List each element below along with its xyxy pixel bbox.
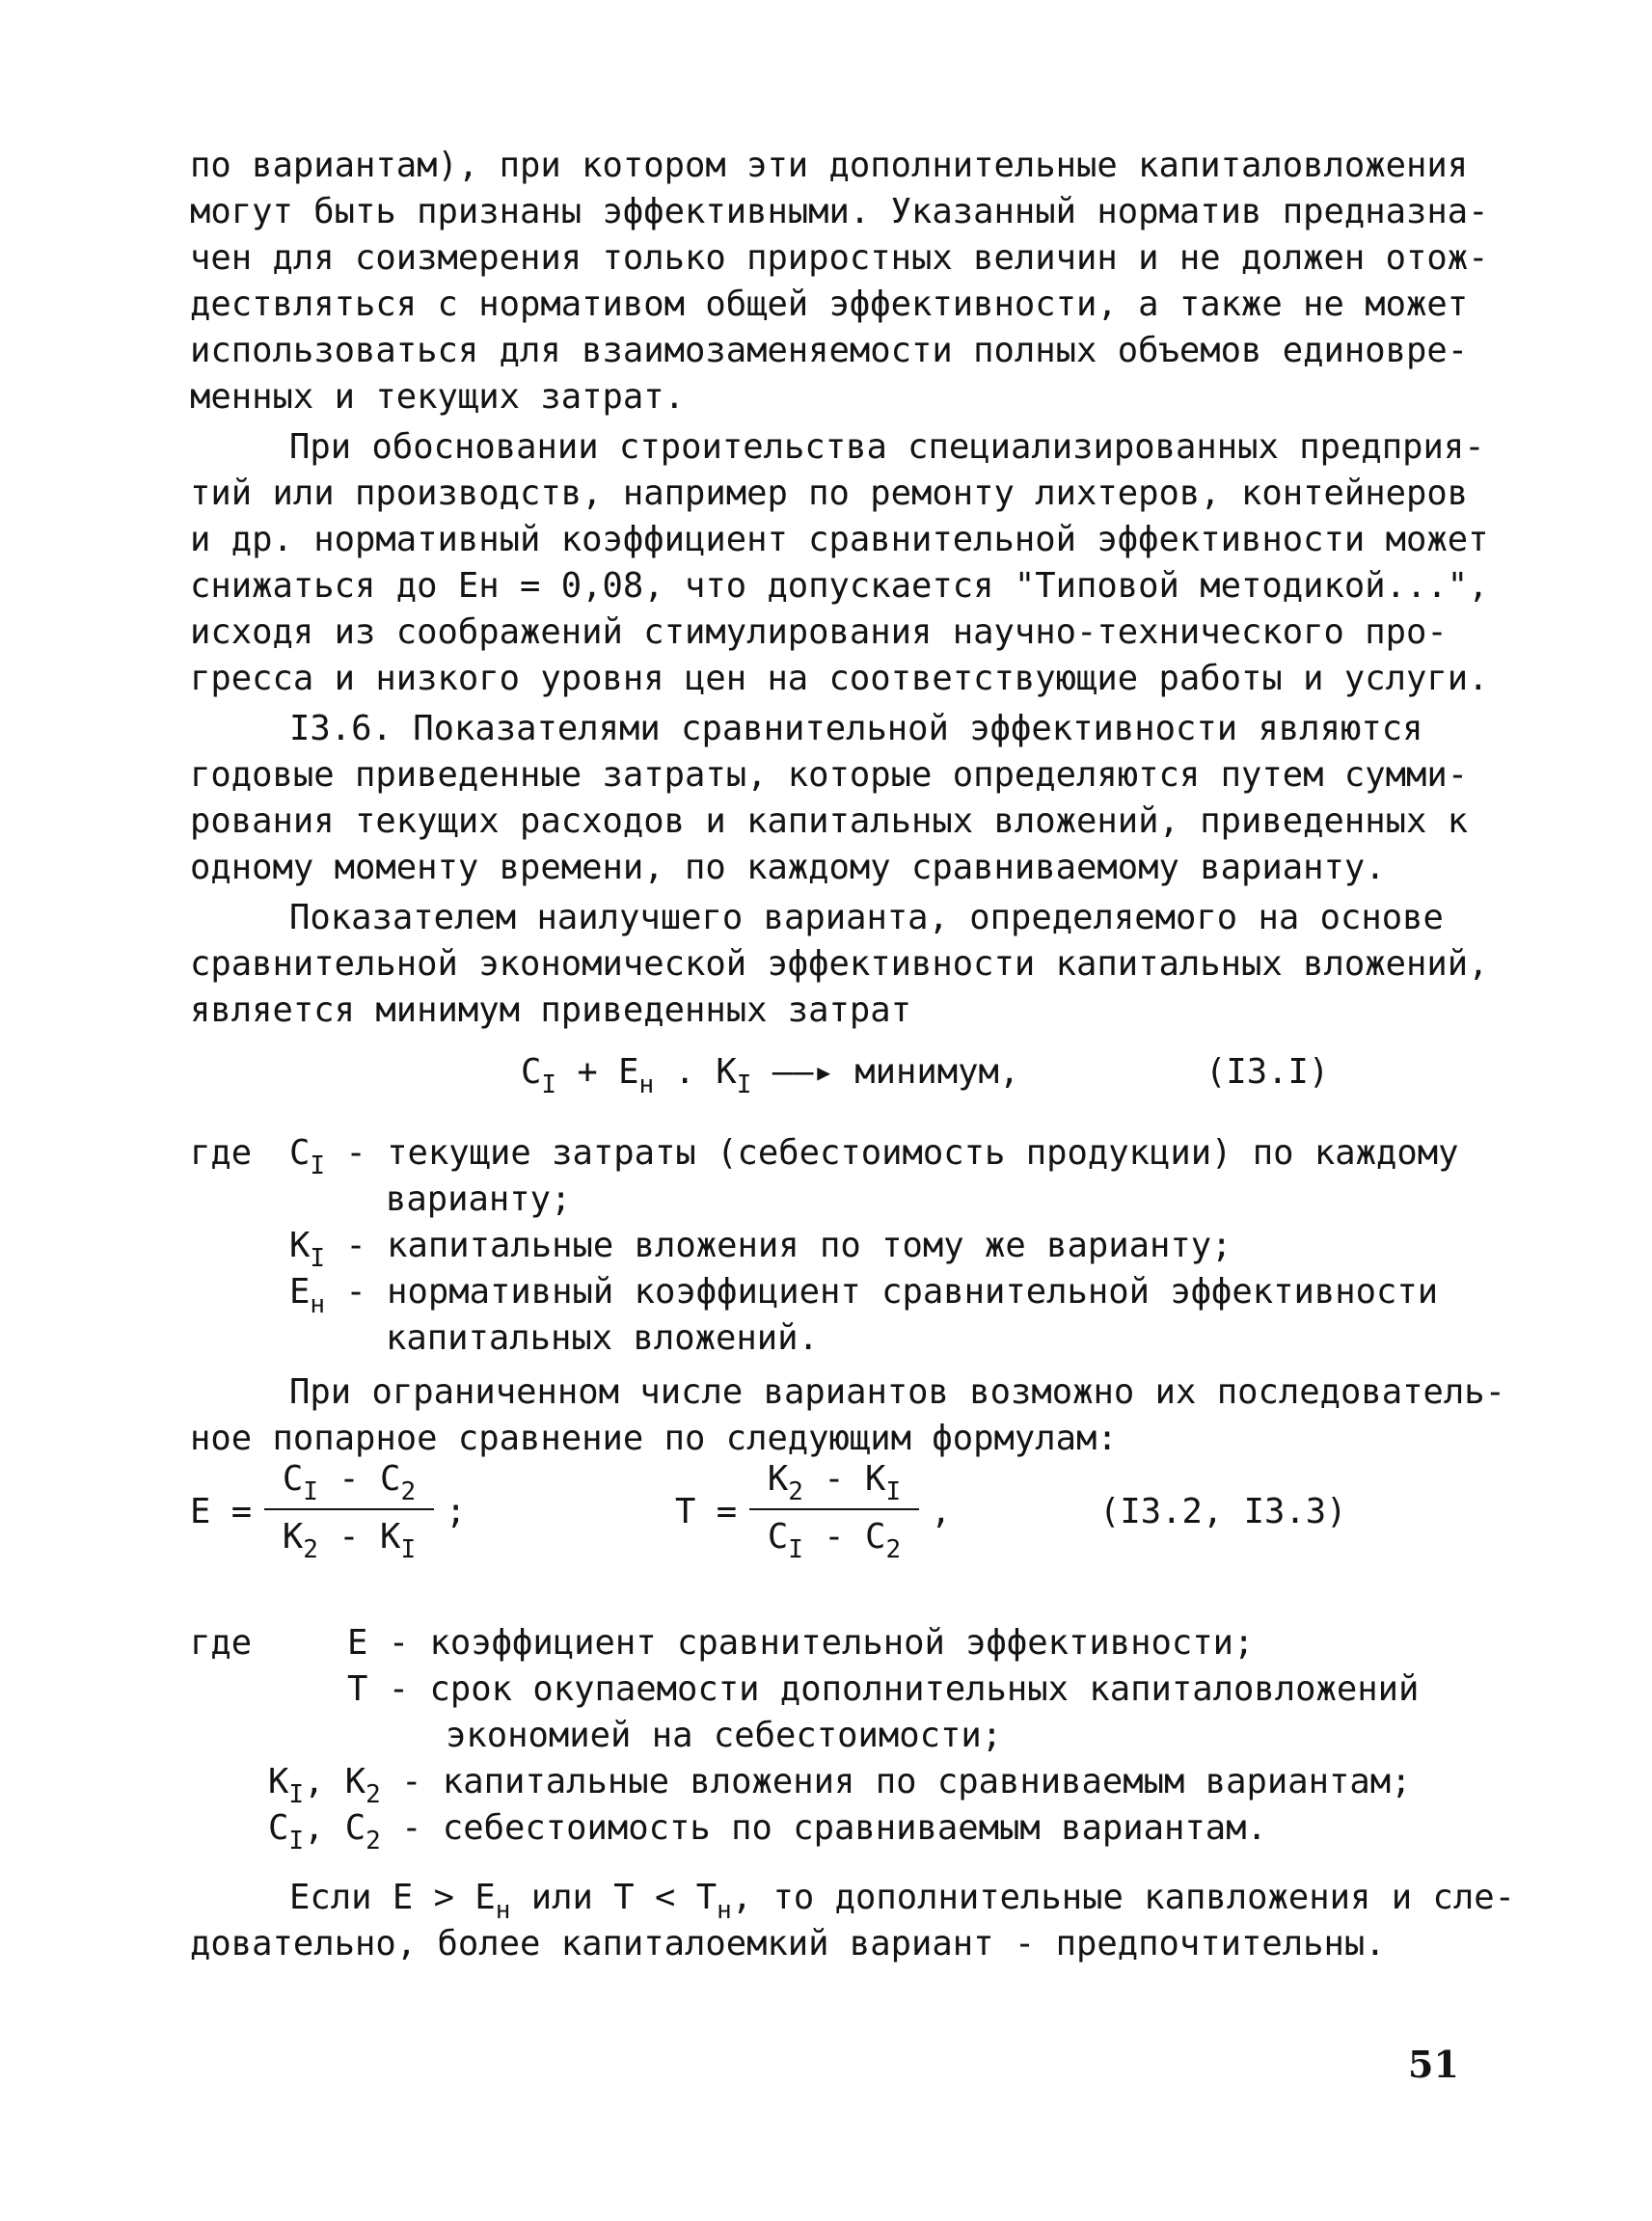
definition2-e: E - коэффициент сравнительной эффективности;	[347, 1623, 1255, 1663]
definition2-t: T - срок окупаемости дополнительных капиталовложений	[347, 1669, 1420, 1709]
paragraph-1-line-1: по вариантам), при котором эти дополнительные капиталовложения	[190, 146, 1469, 185]
paragraph-1-line-4: дествляться с нормативом общей эффективности, а также не может	[190, 284, 1469, 324]
equation-e-denominator: $K_2 - K_I$	[282, 1517, 417, 1564]
paragraph-3-line-3: рования текущих расходов и капитальных вложений, приведенных к	[190, 801, 1469, 841]
paragraph-4-line-3: является минимум приведенных затрат	[190, 990, 912, 1030]
equation-e-numerator: $C_I - C_2$	[282, 1459, 417, 1506]
equation-t-numerator: $K_2 - K_I$	[767, 1459, 902, 1506]
definition-current-costs-cont: варианту;	[386, 1179, 572, 1219]
paragraph-4-line-1: Показателем наилучшего варианта, определяемого на основе	[289, 898, 1444, 937]
paragraph-5-line-1: При ограниченном числе вариантов возможно их последователь-	[289, 1372, 1505, 1412]
paragraph-4-line-2: сравнительной экономической эффективности капитальных вложений,	[190, 944, 1489, 984]
equation-separator: ;	[446, 1492, 467, 1531]
equation-e-lhs: E =	[190, 1492, 253, 1531]
paragraph-1-line-3: чен для соизмерения только приростных величин и не должен отож-	[190, 238, 1489, 278]
definition-where: где	[190, 1133, 253, 1173]
definition-normative-coefficient: $E_н$ - нормативный коэффициент сравнительной эффективности	[289, 1272, 1439, 1319]
equation-13-2-label: (I3.2, I3.3)	[1099, 1492, 1347, 1531]
paragraph-3-line-2: годовые приведенные затраты, которые определяются путем сумми-	[190, 755, 1469, 795]
equation-comma: ,	[931, 1492, 952, 1531]
equation-t-denominator: $C_I - C_2$	[767, 1517, 902, 1564]
paragraph-1-line-5: использоваться для взаимозаменяемости полных объемов единовре-	[190, 331, 1469, 370]
definition-normative-coefficient-cont: капитальных вложений.	[386, 1318, 819, 1358]
paragraph-1-line-6: менных и текущих затрат.	[190, 377, 685, 417]
paragraph-2-line-6: гресса и низкого уровня цен на соответствующие работы и услуги.	[190, 659, 1489, 698]
definition2-t-cont: экономией на себестоимости;	[446, 1716, 1003, 1755]
page-number: 51	[1408, 2043, 1459, 2086]
definition2-k: $K_I$, $K_2$ - капитальные вложения по сравниваемым вариантам;	[268, 1762, 1412, 1809]
definition-capital-investment: $K_I$ - капитальные вложения по тому же варианту;	[289, 1226, 1232, 1273]
paragraph-2-line-3: и др. нормативный коэффициент сравнительной эффективности может	[190, 520, 1489, 559]
equation-t-fraction	[747, 1456, 921, 1564]
equation-t-lhs: T =	[675, 1492, 738, 1531]
equation-13-1: $C_I + E_н$ . $K_I$ ——▸ минимум,	[521, 1052, 1020, 1099]
paragraph-2-line-1: При обосновании строительства специализированных предприя-	[289, 427, 1485, 467]
definition2-c: $C_I$, $C_2$ - себестоимость по сравниваемым вариантам.	[268, 1808, 1267, 1855]
paragraph-2-line-2: тий или производств, например по ремонту лихтеров, контейнеров	[190, 474, 1469, 513]
paragraph-6-line-2: довательно, более капиталоемкий вариант - предпочтительны.	[190, 1924, 1386, 1964]
equation-13-1-label: (I3.I)	[1205, 1052, 1330, 1092]
definition2-where: где	[190, 1623, 253, 1663]
paragraph-5-line-2: ное попарное сравнение по следующим формулам:	[190, 1419, 1118, 1458]
equation-e-fraction	[262, 1456, 436, 1564]
paragraph-1-line-2: могут быть признаны эффективными. Указанный норматив предназна-	[190, 192, 1489, 231]
paragraph-6-line-1: Если $E > E_н$ или $T < T_н$, то дополнительные капвложения и сле-	[289, 1878, 1515, 1925]
paragraph-2-line-5: исходя из соображений стимулирования научно-технического про-	[190, 612, 1448, 652]
paragraph-3-line-1: I3.6. Показателями сравнительной эффективности являются	[289, 709, 1423, 748]
paragraph-2-line-4: снижаться до Ен = 0,08, что допускается "Типовой методикой...",	[190, 566, 1489, 606]
paragraph-3-line-4: одному моменту времени, по каждому сравниваемому варианту.	[190, 848, 1386, 887]
definition-current-costs: $C_I$ - текущие затраты (себестоимость продукции) по каждому	[289, 1133, 1459, 1180]
